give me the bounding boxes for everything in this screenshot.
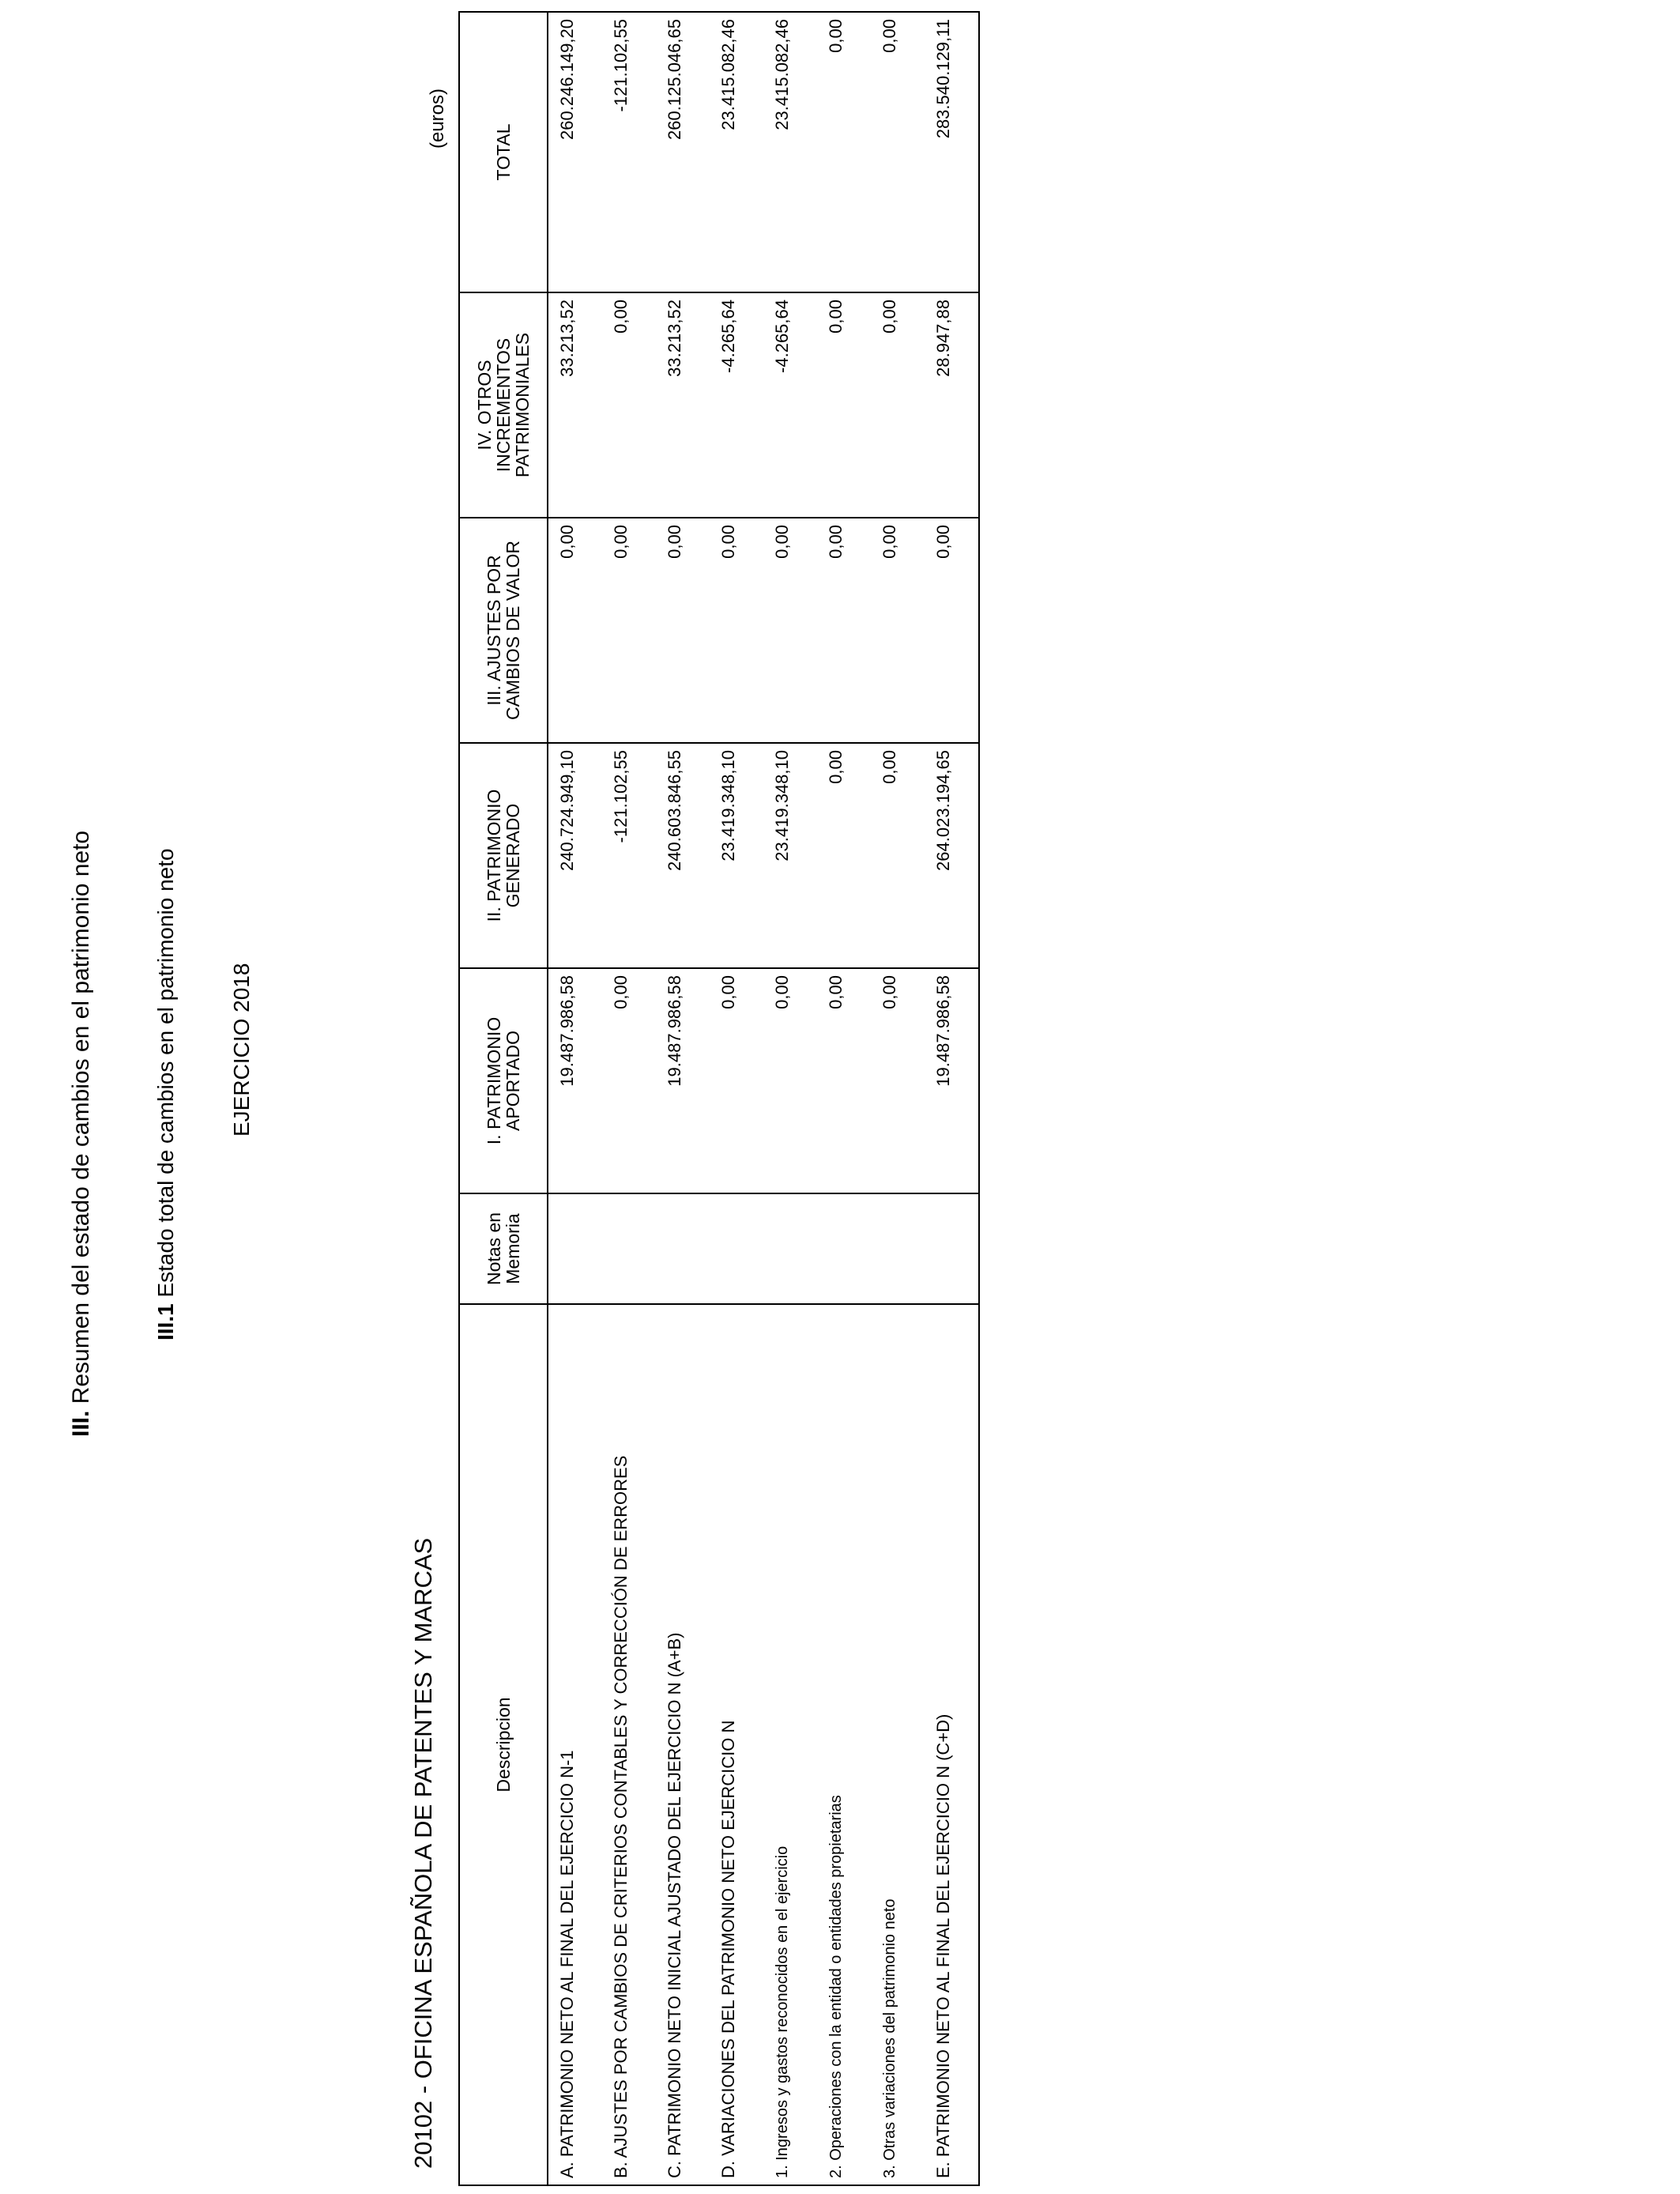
section-number: III. xyxy=(68,1410,94,1437)
row-value-generado: 240.603.846,55 xyxy=(656,743,710,968)
table-row xyxy=(656,12,710,2185)
subsection-number: III.1 xyxy=(153,1303,178,1340)
table-row xyxy=(710,12,763,2185)
row-notes xyxy=(548,1193,602,1304)
row-value-aportado: 0,00 xyxy=(871,968,925,1193)
row-value-total: 0,00 xyxy=(817,12,871,292)
row-value-aportado: 19.487.986,58 xyxy=(925,968,979,1193)
row-description: 1. Ingresos y gastos reconocidos en el ejercicio xyxy=(763,1304,817,2185)
row-value-aportado: 0,00 xyxy=(602,968,656,1193)
section-title-text: Resumen del estado de cambios en el patrimonio neto xyxy=(68,830,94,1411)
row-description: D. VARIACIONES DEL PATRIMONIO NETO EJERCICIO N xyxy=(710,1304,763,2185)
table-row xyxy=(602,12,656,2185)
row-value-otros: -4.265,64 xyxy=(710,292,763,518)
row-value-ajustes: 0,00 xyxy=(925,518,979,743)
row-value-otros: 33.213,52 xyxy=(656,292,710,518)
row-notes xyxy=(602,1193,656,1304)
row-description: B. AJUSTES POR CAMBIOS DE CRITERIOS CONTABLES Y CORRECCIÓN DE ERRORES xyxy=(602,1304,656,2185)
column-header: I. PATRIMONIO APORTADO xyxy=(459,968,548,1193)
column-header: III. AJUSTES POR CAMBIOS DE VALOR xyxy=(459,518,548,743)
row-value-aportado: 0,00 xyxy=(710,968,763,1193)
row-value-aportado: 19.487.986,58 xyxy=(548,968,602,1193)
entity-name: 20102 - OFICINA ESPAÑOLA DE PATENTES Y MARCAS xyxy=(409,1537,437,2169)
equity-changes-table xyxy=(458,11,980,2186)
row-value-total: 260.125.046,65 xyxy=(656,12,710,292)
row-value-total: -121.102,55 xyxy=(602,12,656,292)
table-header-row xyxy=(459,12,548,2185)
subsection-title xyxy=(153,848,179,1340)
row-value-generado: 0,00 xyxy=(817,743,871,968)
row-notes xyxy=(710,1193,763,1304)
row-value-aportado: 19.487.986,58 xyxy=(656,968,710,1193)
row-description: A. PATRIMONIO NETO AL FINAL DEL EJERCICIO N-1 xyxy=(548,1304,602,2185)
row-value-total: 0,00 xyxy=(871,12,925,292)
row-value-otros: 0,00 xyxy=(602,292,656,518)
column-header: TOTAL xyxy=(459,12,548,292)
row-value-ajustes: 0,00 xyxy=(710,518,763,743)
row-value-ajustes: 0,00 xyxy=(871,518,925,743)
row-value-ajustes: 0,00 xyxy=(656,518,710,743)
column-header: Notas en Memoria xyxy=(459,1193,548,1304)
row-notes xyxy=(656,1193,710,1304)
row-value-generado: -121.102,55 xyxy=(602,743,656,968)
table-row xyxy=(548,12,602,2185)
row-description: E. PATRIMONIO NETO AL FINAL DEL EJERCICIO N (C+D) xyxy=(925,1304,979,2185)
table-row xyxy=(871,12,925,2185)
row-value-otros: -4.265,64 xyxy=(763,292,817,518)
row-description: 3. Otras variaciones del patrimonio neto xyxy=(871,1304,925,2185)
row-value-ajustes: 0,00 xyxy=(602,518,656,743)
fiscal-year: EJERCICIO 2018 xyxy=(229,963,254,1137)
row-value-ajustes: 0,00 xyxy=(817,518,871,743)
row-value-generado: 0,00 xyxy=(871,743,925,968)
row-value-generado: 23.419.348,10 xyxy=(710,743,763,968)
section-title xyxy=(68,831,95,1437)
row-description: C. PATRIMONIO NETO INICIAL AJUSTADO DEL EJERCICIO N (A+B) xyxy=(656,1304,710,2185)
row-value-otros: 0,00 xyxy=(817,292,871,518)
row-value-otros: 33.213,52 xyxy=(548,292,602,518)
row-value-generado: 240.724.949,10 xyxy=(548,743,602,968)
row-value-otros: 0,00 xyxy=(871,292,925,518)
column-header: II. PATRIMONIO GENERADO xyxy=(459,743,548,968)
row-value-aportado: 0,00 xyxy=(817,968,871,1193)
row-value-total: 23.415.082,46 xyxy=(710,12,763,292)
row-notes xyxy=(871,1193,925,1304)
table-row xyxy=(817,12,871,2185)
row-value-total: 23.415.082,46 xyxy=(763,12,817,292)
row-value-generado: 23.419.348,10 xyxy=(763,743,817,968)
row-notes xyxy=(817,1193,871,1304)
row-value-ajustes: 0,00 xyxy=(548,518,602,743)
row-value-ajustes: 0,00 xyxy=(763,518,817,743)
row-value-aportado: 0,00 xyxy=(763,968,817,1193)
row-value-generado: 264.023.194,65 xyxy=(925,743,979,968)
currency-units: (euros) xyxy=(427,88,448,149)
row-value-total: 283.540.129,11 xyxy=(925,12,979,292)
table-row xyxy=(925,12,979,2185)
column-header: IV. OTROS INCREMENTOS PATRIMONIALES xyxy=(459,292,548,518)
row-value-otros: 28.947,88 xyxy=(925,292,979,518)
row-description: 2. Operaciones con la entidad o entidades propietarias xyxy=(817,1304,871,2185)
subsection-title-text: Estado total de cambios en el patrimonio neto xyxy=(153,848,178,1304)
row-notes xyxy=(763,1193,817,1304)
row-value-total: 260.246.149,20 xyxy=(548,12,602,292)
table-row xyxy=(763,12,817,2185)
column-header: Descripcion xyxy=(459,1304,548,2185)
row-notes xyxy=(925,1193,979,1304)
